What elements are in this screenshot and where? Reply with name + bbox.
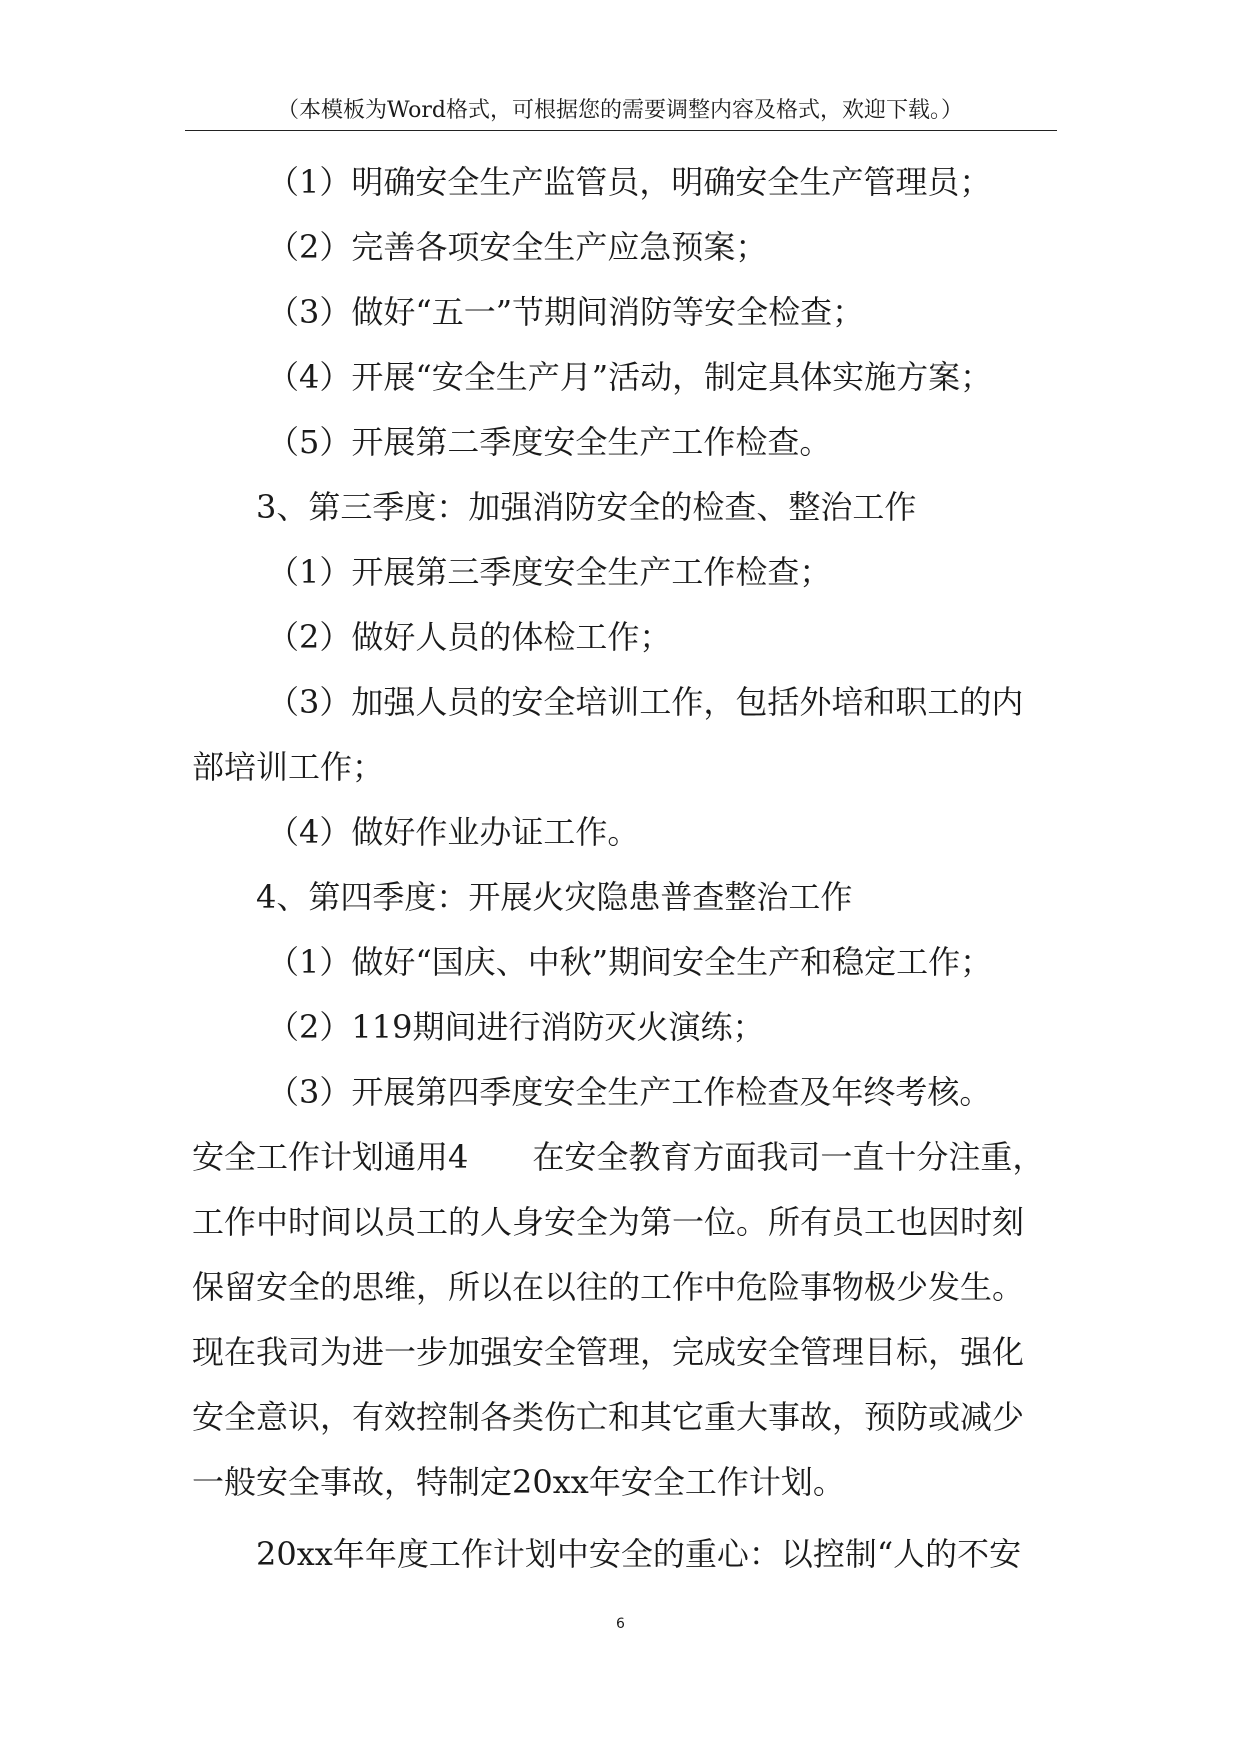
section-heading: 3、第三季度：加强消防安全的检查、整治工作 — [256, 488, 917, 526]
list-item: （3）开展第四季度安全生产工作检查及年终考核。 — [267, 1073, 992, 1111]
list-item-continuation: 部培训工作； — [192, 748, 385, 786]
paragraph-line: 20xx年年度工作计划中安全的重心：以控制“人的不安 — [256, 1535, 1022, 1573]
paragraph-line: 现在我司为进一步加强安全管理，完成安全管理目标，强化 — [192, 1333, 1025, 1371]
paragraph-line: 安全工作计划通用4 在安全教育方面我司一直十分注重， — [192, 1138, 1045, 1176]
list-item: （2）做好人员的体检工作； — [267, 618, 672, 656]
list-item: （1）开展第三季度安全生产工作检查； — [267, 553, 832, 591]
list-item: （3）做好“五一”节期间消防等安全检查； — [267, 293, 865, 331]
template-header-note: （本模板为Word格式，可根据您的需要调整内容及格式，欢迎下载。） — [277, 98, 963, 123]
paragraph-line: 保留安全的思维，所以在以往的工作中危险事物极少发生。 — [192, 1268, 1025, 1306]
list-item: （1）明确安全生产监管员，明确安全生产管理员； — [267, 163, 992, 201]
paragraph-line: 一般安全事故，特制定20xx年安全工作计划。 — [192, 1463, 845, 1501]
page-number: 6 — [616, 1616, 625, 1632]
paragraph-line: 工作中时间以员工的人身安全为第一位。所有员工也因时刻 — [192, 1203, 1025, 1241]
list-item: （4）做好作业办证工作。 — [267, 813, 640, 851]
list-item: （3）加强人员的安全培训工作，包括外培和职工的内 — [267, 683, 1024, 721]
list-item: （5）开展第二季度安全生产工作检查。 — [267, 423, 832, 461]
list-item: （2）119期间进行消防灭火演练； — [267, 1008, 765, 1046]
header-divider — [185, 130, 1057, 131]
list-item: （4）开展“安全生产月”活动，制定具体实施方案； — [267, 358, 993, 396]
list-item: （1）做好“国庆、中秋”期间安全生产和稳定工作； — [267, 943, 993, 981]
list-item: （2）完善各项安全生产应急预案； — [267, 228, 768, 266]
paragraph-line: 安全意识，有效控制各类伤亡和其它重大事故，预防或减少 — [192, 1398, 1025, 1436]
section-heading: 4、第四季度：开展火灾隐患普查整治工作 — [256, 878, 853, 916]
document-body — [192, 157, 1072, 1594]
